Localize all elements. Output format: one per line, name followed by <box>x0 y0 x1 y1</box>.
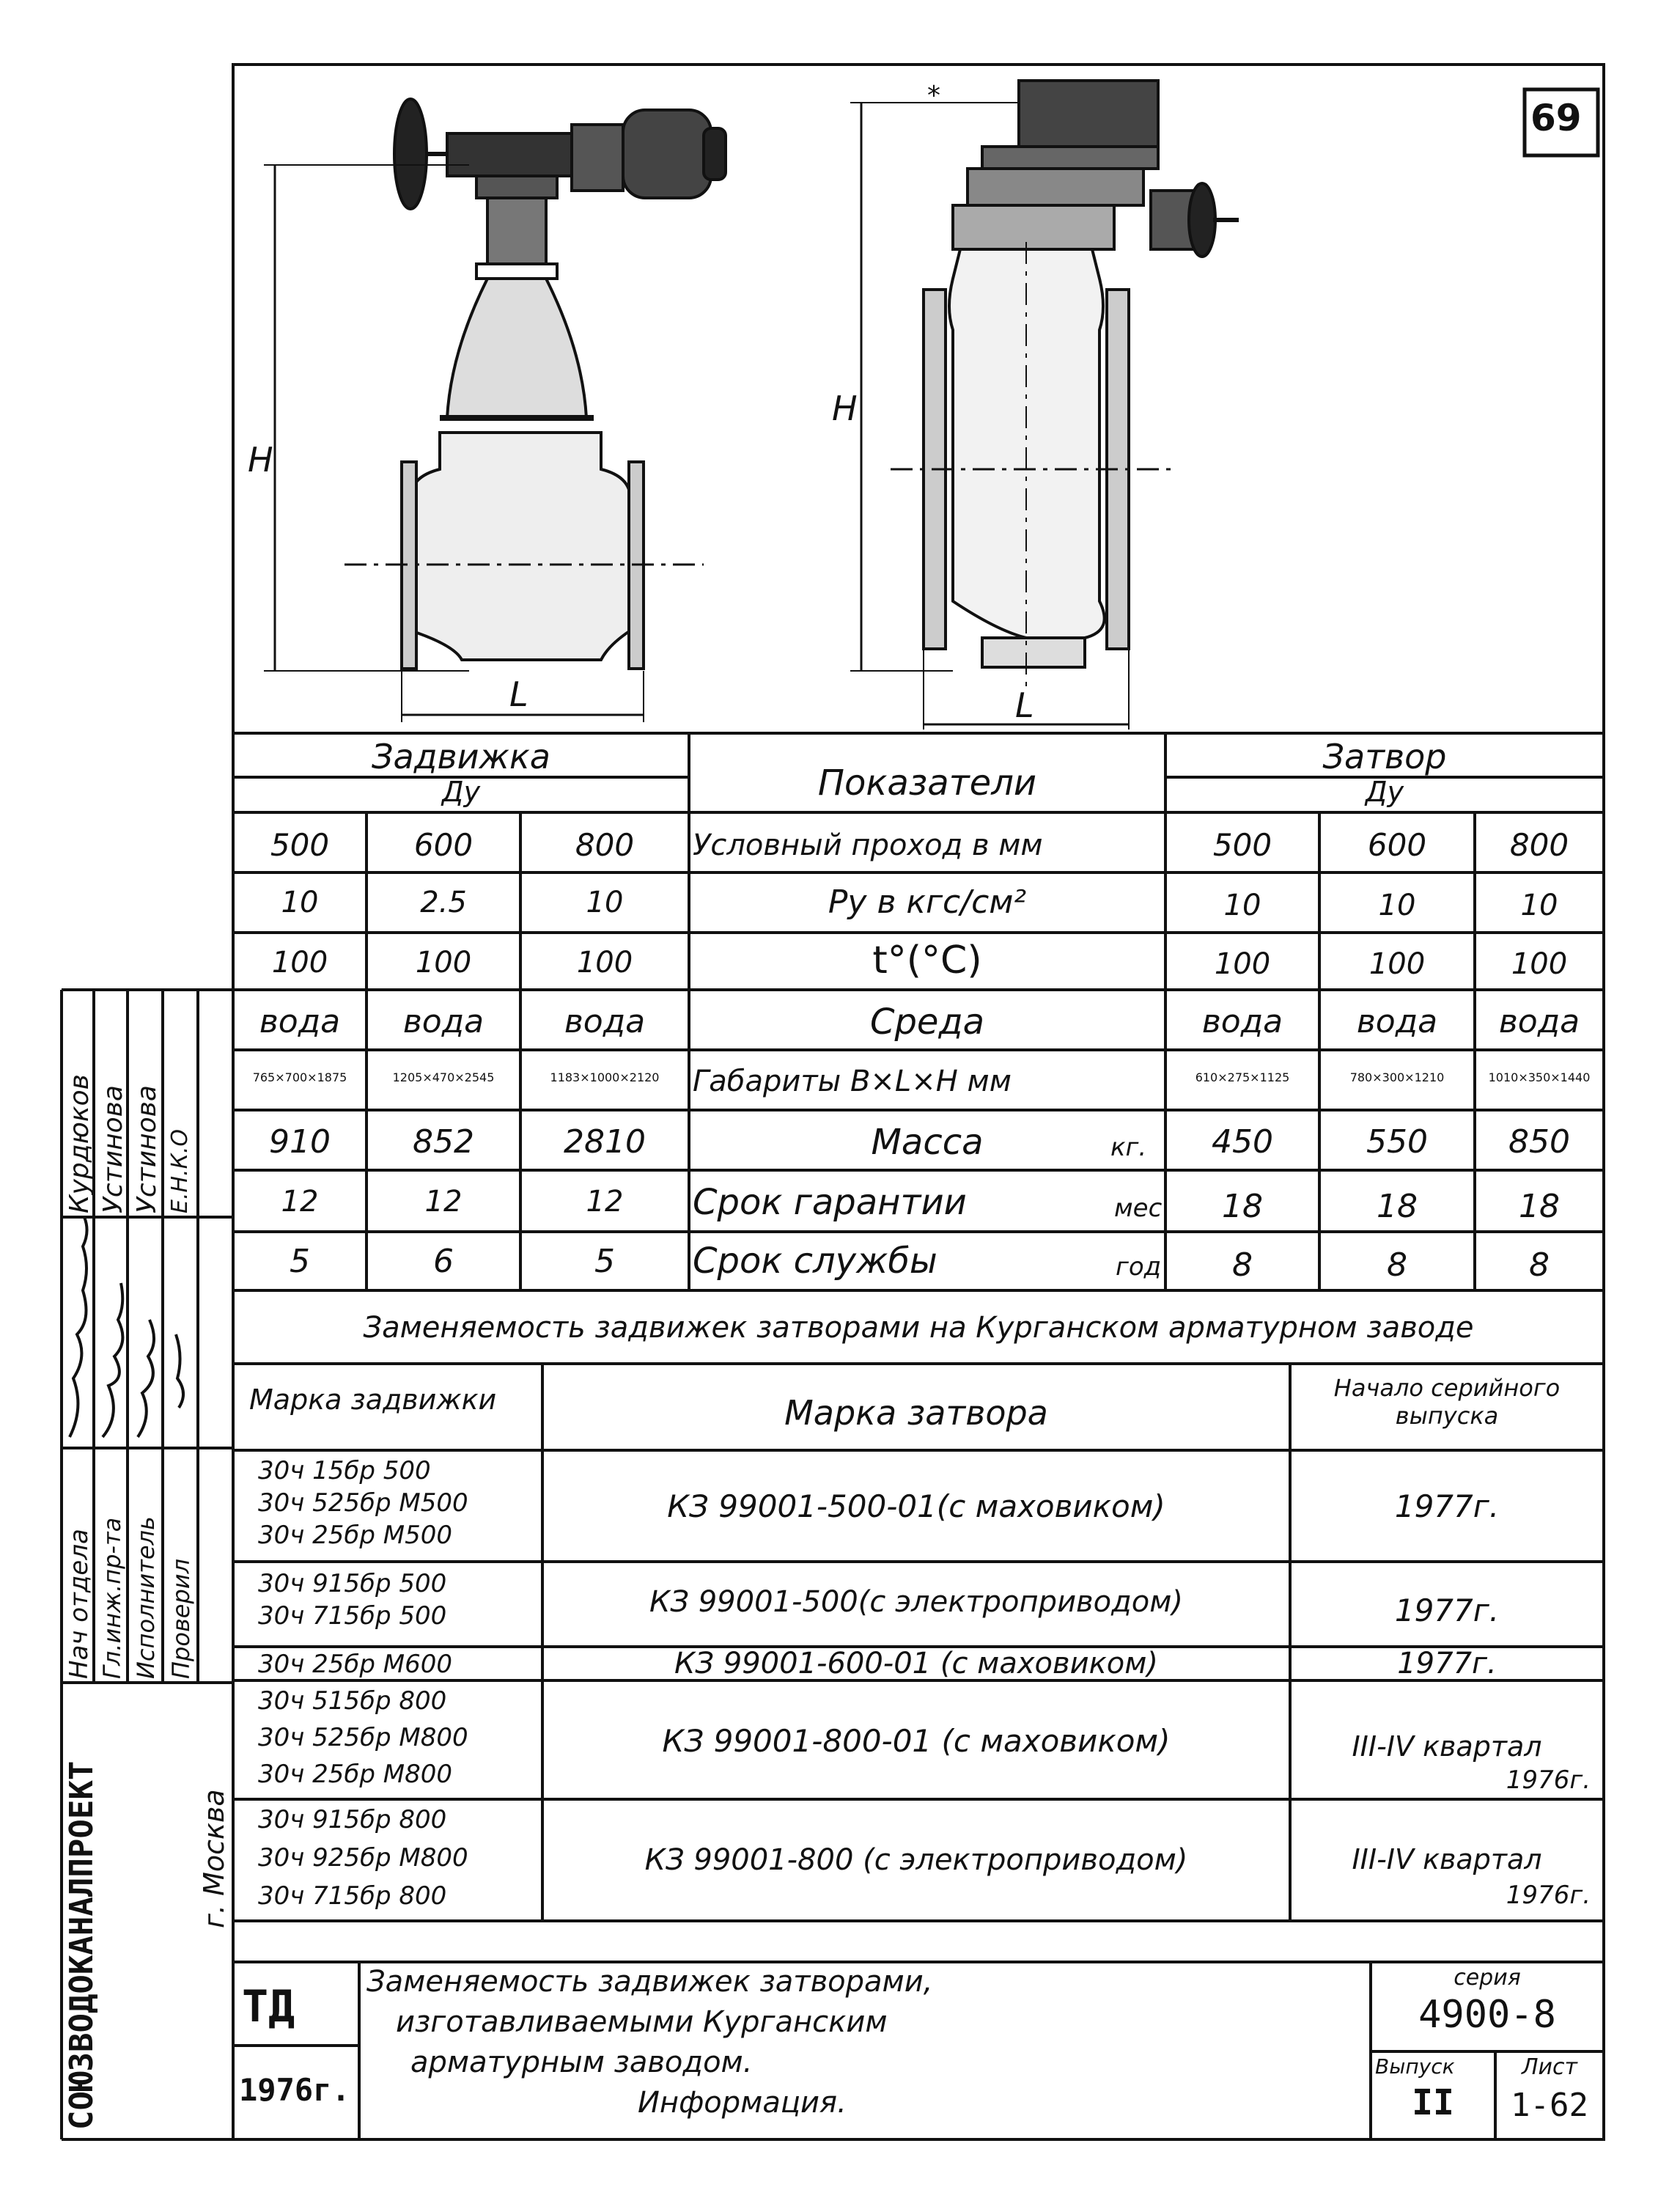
stamp-name: Е.Н.К.О <box>167 1128 193 1213</box>
asterisk-mark: * <box>927 81 940 111</box>
city-label: г. Москва <box>198 1789 230 1928</box>
stamp-role: Нач отдела <box>65 1529 94 1679</box>
stamp-role: Проверил <box>167 1558 195 1679</box>
doc-code: ТД <box>242 1981 295 2032</box>
sheet-label: Лист <box>1521 2054 1578 2080</box>
issue-number: II <box>1412 2082 1454 2123</box>
dimension-h-label: H <box>832 389 858 428</box>
title-line: Заменяемость задвижек затворами, <box>366 1965 933 1999</box>
zadvizhka-header: Задвижка <box>372 737 550 776</box>
stamp-role: Гл.инж.пр-та <box>98 1517 126 1679</box>
title-line: изготавливаемыми Курганским <box>396 2005 888 2039</box>
stamp-name: Устинова <box>132 1085 162 1213</box>
page-number: 69 <box>1530 97 1582 139</box>
valve-mark-header: Марка задвижки <box>249 1384 497 1416</box>
serial-start-header: Начало серийного выпуска <box>1333 1374 1561 1430</box>
drawing-sheet: 69 H L H L * Задвижка Ду Показатели Затвор Ду 500 600 800 Условный проход в мм 500 600 800 10 2.5 10 Ру в кгс/см² 10 10 10 100 100 100 t°(°C) 100 100 100 вода вода вода Среда вода вода вода 765×700×1875 1205×470×2545 1183×1000×2120 Габариты B×L×H мм 610×275×1125 780×300×1210 1010×350×1440 910 852 2810 Масса кг. 450 550 850 12 12 12 Срок гарантии мес 18 18 18 5 6 5 Срок службы год 8 8 8 Заменяемость задвижек затворами на Курганском арматурном заводе Марка задвижки Марка затвора Начало серийного выпуска 30ч 15бр 500 30ч 525бр М500 30ч 25бр М500 КЗ 99001-500-01(с маховиком) 1977г. 30ч 915бр 500 30ч 715бр 500 КЗ 99001-500(с электроприводом) 1977г. 30ч 25бр М600 КЗ 99001-600-01 (с маховиком) 1977г. 30ч 515бр 800 30ч 525бр М800 30ч 25бр М800 КЗ 99001-800-01 (с маховиком) III-IV квартал 1976г. 30ч 915бр 800 30ч 925бр М800 30ч 715бр 800 КЗ 99001-800 (с электроприводом) III-IV квартал 1976г. ТД 1976г. Заменяемость задвижек затворами, изготавливаемыми Курганским арматурным заводом. Информация. серия 4900-8 Выпуск II Лист 1-62 СОЮЗВОДОКАНАЛПРОЕКТ г. Москва Нач отдела Гл.инж.пр-та Исполнитель Проверил Курдюков Устинова Устинова Е.Н.К.О <box>0 0 1680 2190</box>
doc-year: 1976г. <box>239 2072 350 2108</box>
organization-stamp: СОЮЗВОДОКАНАЛПРОЕКТ <box>63 1760 100 2130</box>
series-number: 4900-8 <box>1418 1993 1556 2037</box>
dimension-l-label: L <box>1015 686 1034 725</box>
pokazateli-header: Показатели <box>817 763 1037 804</box>
title-line: Информация. <box>638 2086 847 2120</box>
stamp-name: Устинова <box>98 1085 128 1213</box>
series-label: серия <box>1454 1965 1521 1991</box>
dimension-h-label: H <box>248 440 273 479</box>
stamp-name: Курдюков <box>65 1074 95 1213</box>
replace-table-title: Заменяемость задвижек затворами на Курганском арматурном заводе <box>363 1311 1474 1345</box>
dy-right-header: Ду <box>1365 776 1404 808</box>
zatvor-header: Затвор <box>1322 737 1447 776</box>
sheet-number: 1-62 <box>1511 2087 1588 2124</box>
dimension-l-label: L <box>509 675 528 714</box>
stamp-role: Исполнитель <box>132 1516 160 1679</box>
gate-mark-header: Марка затвора <box>784 1393 1048 1433</box>
dy-left-header: Ду <box>441 776 481 808</box>
title-line: арматурным заводом. <box>410 2046 753 2079</box>
issue-label: Выпуск <box>1375 2054 1455 2079</box>
